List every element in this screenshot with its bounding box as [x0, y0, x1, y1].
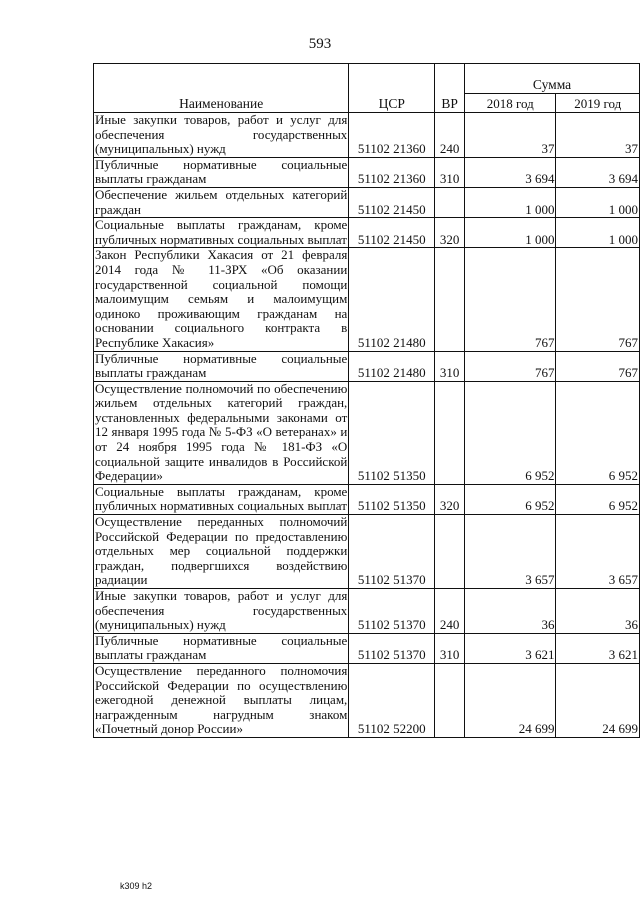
row-sum-2018: 1 000 — [465, 218, 556, 248]
row-csr: 51102 21450 — [349, 218, 435, 248]
col-header-name: Наименование — [94, 64, 349, 113]
row-csr: 51102 21360 — [349, 113, 435, 158]
row-vr — [435, 515, 465, 589]
row-sum-2019: 767 — [556, 248, 640, 351]
row-sum-2018: 37 — [465, 113, 556, 158]
row-csr: 51102 21480 — [349, 351, 435, 381]
row-csr: 51102 51370 — [349, 515, 435, 589]
row-vr — [435, 381, 465, 484]
row-vr: 310 — [435, 351, 465, 381]
row-sum-2019: 6 952 — [556, 484, 640, 514]
row-name: Публичные нормативные социальные выплаты гражданам — [95, 156, 348, 187]
row-csr: 51102 21480 — [349, 248, 435, 351]
row-sum-2018: 1 000 — [465, 187, 556, 217]
row-sum-2019: 37 — [556, 113, 640, 158]
row-csr: 51102 21450 — [349, 187, 435, 217]
row-sum-2018: 24 699 — [465, 663, 556, 737]
row-vr: 240 — [435, 589, 465, 634]
row-csr: 51102 51370 — [349, 633, 435, 663]
row-sum-2018: 3 657 — [465, 515, 556, 589]
row-sum-2018: 6 952 — [465, 381, 556, 484]
row-name: Социальные выплаты гражданам, кроме публичных нормативных социальных выплат — [95, 217, 348, 247]
table-row — [94, 218, 640, 248]
row-name: Иные закупки товаров, работ и услуг для обеспечения государственных (муниципальных) нужд — [95, 588, 348, 633]
row-vr: 240 — [435, 113, 465, 158]
row-sum-2019: 3 694 — [556, 157, 640, 187]
table-row — [94, 633, 640, 663]
row-name: Обеспечение жильем отдельных категорий граждан — [95, 186, 348, 217]
table-row — [94, 663, 640, 737]
table-row — [94, 187, 640, 217]
row-sum-2018: 6 952 — [465, 484, 556, 514]
table-row — [94, 589, 640, 634]
row-csr: 51102 51370 — [349, 589, 435, 634]
row-sum-2018: 36 — [465, 589, 556, 634]
table-row — [94, 248, 640, 351]
row-sum-2019: 24 699 — [556, 663, 640, 737]
row-sum-2019: 36 — [556, 589, 640, 634]
header-row — [94, 64, 640, 94]
row-vr: 320 — [435, 218, 465, 248]
row-name: Осуществление переданных полномочий Российской Федерации по предоставлению отдельных мер социальной поддержки граждан, подвергшихся воздействию радиации — [95, 514, 348, 588]
row-name: Закон Республики Хакасия от 21 февраля 2014 года № 11-ЗРХ «Об оказании государственной социальной помощи малоимущим семьям и малоимущим одиноко проживающим гражданам на основании социального контракта в Республике Хакасия» — [95, 247, 348, 350]
table-row — [94, 484, 640, 514]
row-csr: 51102 21360 — [349, 157, 435, 187]
row-name: Осуществление переданного полномочия Российской Федерации по осуществлению ежегодной денежной выплаты лицам, награжденным нагрудным знаком «Почетный донор России» — [95, 662, 348, 737]
row-csr: 51102 51350 — [349, 381, 435, 484]
row-sum-2018: 3 621 — [465, 633, 556, 663]
table-row — [94, 351, 640, 381]
page-number: 593 — [308, 36, 332, 52]
footer-code: k309 h2 — [120, 881, 153, 891]
row-vr: 310 — [435, 633, 465, 663]
row-sum-2019: 6 952 — [556, 381, 640, 484]
col-header-2018: 2018 год — [465, 94, 556, 113]
row-name: Осуществление полномочий по обеспечению жильем отдельных категорий граждан, установленных федеральными законами от 12 января 1995 года № 5-ФЗ «О ветеранах» и от 24 ноября 1995 года № 181-ФЗ «О социальной защите инвалидов в Российской Федерации» — [95, 380, 348, 484]
row-vr — [435, 248, 465, 351]
row-sum-2019: 3 657 — [556, 515, 640, 589]
col-header-csr: ЦСР — [349, 64, 435, 113]
row-sum-2019: 767 — [556, 351, 640, 381]
row-sum-2019: 3 621 — [556, 633, 640, 663]
row-name: Иные закупки товаров, работ и услуг для обеспечения государственных (муниципальных) нужд — [95, 112, 348, 157]
budget-table — [93, 63, 640, 738]
row-vr — [435, 187, 465, 217]
row-sum-2018: 767 — [465, 248, 556, 351]
row-sum-2019: 1 000 — [556, 187, 640, 217]
row-csr: 51102 51350 — [349, 484, 435, 514]
table-body — [94, 113, 640, 738]
table-row — [94, 157, 640, 187]
row-sum-2019: 1 000 — [556, 218, 640, 248]
col-header-sum: Сумма — [465, 64, 640, 94]
row-sum-2018: 767 — [465, 351, 556, 381]
row-name: Социальные выплаты гражданам, кроме публичных нормативных социальных выплат — [95, 483, 348, 514]
table-row — [94, 381, 640, 484]
row-sum-2018: 3 694 — [465, 157, 556, 187]
col-header-2019: 2019 год — [556, 94, 640, 113]
row-vr — [435, 663, 465, 737]
row-vr: 320 — [435, 484, 465, 514]
row-name: Публичные нормативные социальные выплаты гражданам — [95, 632, 348, 663]
row-csr: 51102 52200 — [349, 663, 435, 737]
col-header-vr: ВР — [435, 64, 465, 113]
table-row — [94, 113, 640, 158]
table-row — [94, 515, 640, 589]
row-vr: 310 — [435, 157, 465, 187]
row-name: Публичные нормативные социальные выплаты гражданам — [95, 350, 348, 381]
